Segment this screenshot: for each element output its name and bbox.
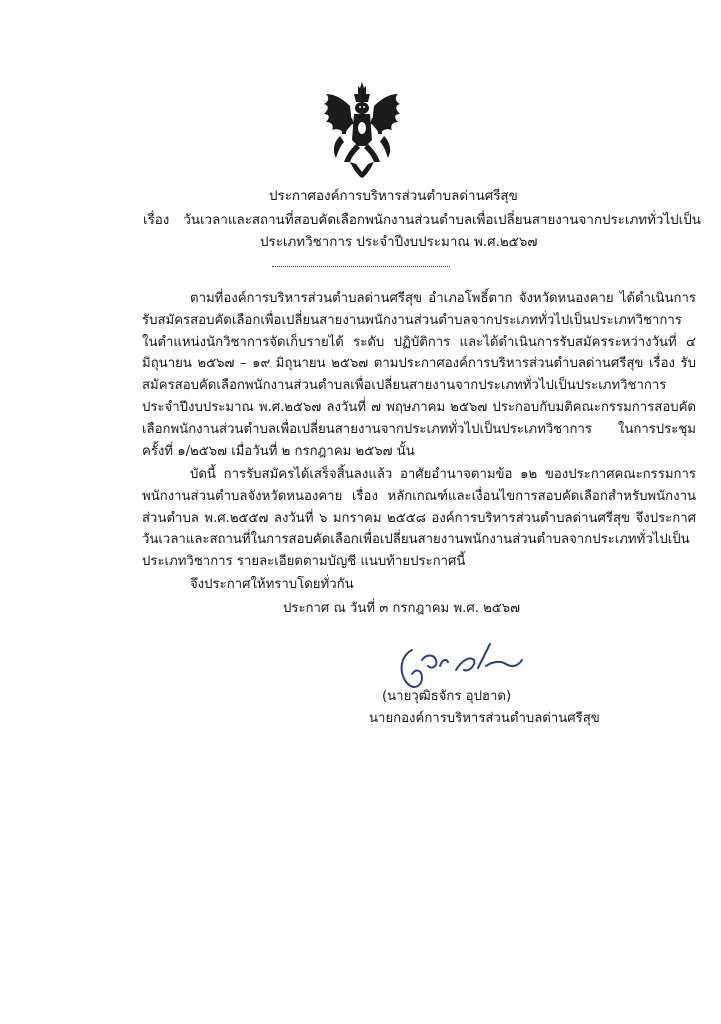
signer-name: (นายวุฒิธจักร อุปฮาด) <box>382 689 512 704</box>
announcement-title: ประกาศองค์การบริหารส่วนตำบลด่านศรีสุข <box>269 189 518 204</box>
body-paragraph-1: ตามที่องค์การบริหารส่วนตำบลด่านศรีสุข อำเภอโพธิ์ตาก จังหวัดหนองคาย ได้ดำเนินการรับสมัครสอบคัดเลือกเพื่อเปลี่ยนสายงานพนักงานส่วนตำบลจากประเภททั่วไปเป็นประเภทวิชาการ ในตำแหน่งนักวิชาการจัดเก็บรายได้ ระดับ ปฏิบัติการ และได้ดำเนินการรับสมัครระหว่างวันที่ ๔ มิถุนายน ๒๕๖๗ – ๑๙ มิถุนายน ๒๕๖๗ ตามประกาศองค์การบริหารส่วนตำบลด่านศรีสุข เรื่อง รับสมัครสอบคัดเลือกพนักงานส่วนตำบลเพื่อเปลี่ยนสายงานจากประเภททั่วไปเป็นประเภทวิชาการ ประจำปีงบประมาณ พ.ศ.๒๕๖๗ ลงวันที่ ๗ พฤษภาคม ๒๕๖๗ ประกอบกับมติคณะกรรมการสอบคัดเลือกพนักงานส่วนตำบลเพื่อเปลี่ยนสายงานจากประเภททั่วไปเป็นประเภทวิชาการ ในการประชุม ครั้งที่ ๑/๒๕๖๗ เมื่อวันที่ ๒ กรกฎาคม ๒๕๖๗ นั้น <box>142 291 696 459</box>
announcement-date: ประกาศ ณ วันที่ ๓ กรกฎาคม พ.ศ. ๒๕๖๗ <box>283 601 521 616</box>
subject-line-1: วันเวลาและสถานที่สอบคัดเลือกพนักงานส่วนตำบลเพื่อเปลี่ยนสายงานจากประเภททั่วไปเป็น <box>183 213 701 228</box>
dotted-divider <box>272 266 450 267</box>
subject-label: เรื่อง <box>143 213 170 228</box>
body-paragraph-2: บัดนี้ การรับสมัครได้เสร็จสิ้นลงแล้ว อาศัยอำนาจตามข้อ ๑๒ ของประกาศคณะกรรมการพนักงานส่วนตำบลจังหวัดหนองคาย เรื่อง หลักเกณฑ์และเงื่อนไขการสอบคัดเลือกสำหรับพนักงานส่วนตำบล พ.ศ.๒๕๕๗ ลงวันที่ ๖ มกราคม ๒๕๕๘ องค์การบริหารส่วนตำบลด่านศรีสุข จึงประกาศวันเวลาและสถานที่ในการสอบคัดเลือกเพื่อเปลี่ยนสายงานพนักงานส่วนตำบลจากประเภททั่วไปเป็นประเภทวิชาการ รายละเอียดตามบัญชี แนบท้ายประกาศนี้ <box>142 467 696 570</box>
signer-title: นายกองค์การบริหารส่วนตำบลด่านศรีสุข <box>369 711 600 726</box>
announcement-subject <box>143 210 703 254</box>
subject-line-2: ประเภทวิชาการ ประจำปีงบประมาณ พ.ศ.๒๕๖๗ <box>260 235 538 250</box>
body-paragraph-3: จึงประกาศให้ทราบโดยทั่วกัน <box>190 577 354 592</box>
garuda-emblem-icon <box>320 80 404 180</box>
